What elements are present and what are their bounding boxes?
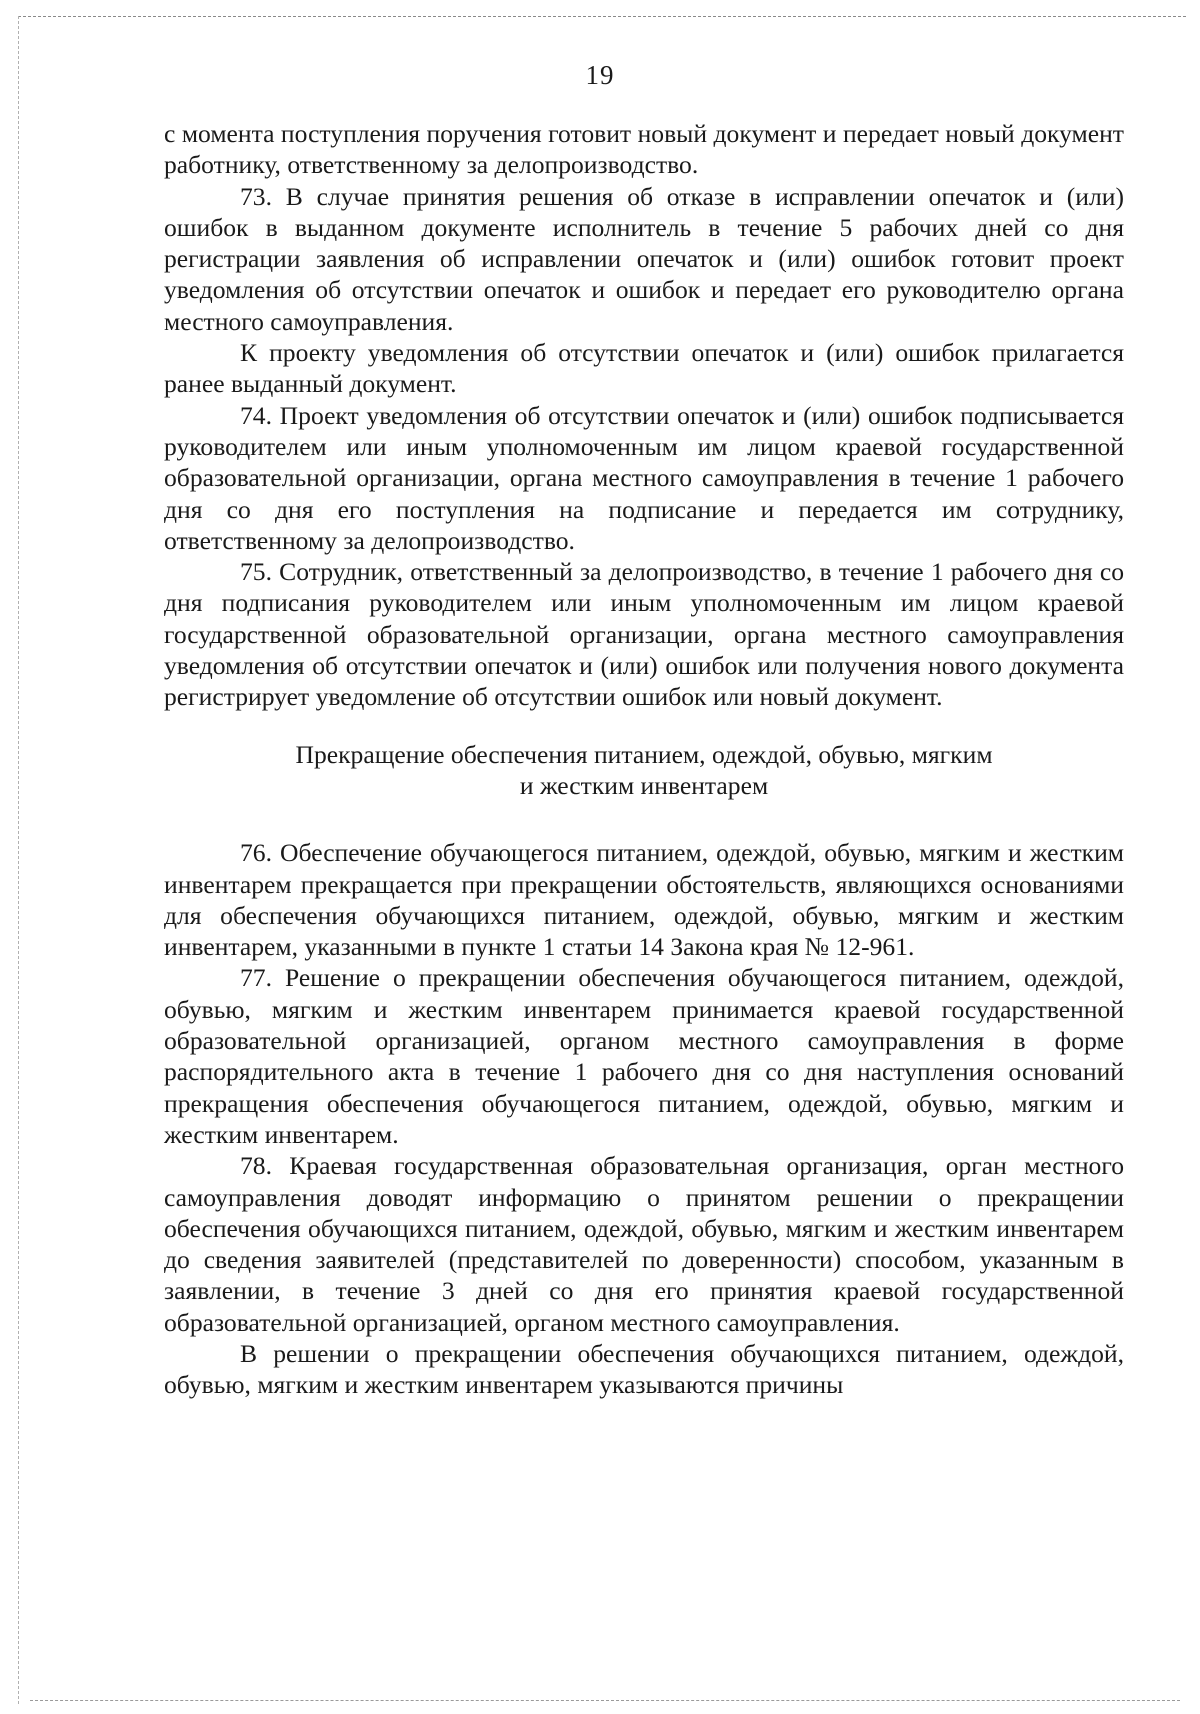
paragraph-73-attachment: К проекту уведомления об отсутствии опечаток и (или) ошибок прилагается ранее выданный документ. (164, 338, 1124, 399)
paragraph-77: 77. Решение о прекращении обеспечения обучающегося питанием, одеждой, обувью, мягким и жестким инвентарем принимается краевой государственной образовательной организацией, органом местного самоуправления в форме распорядительного акта в течение 1 рабочего дня со дня наступления оснований прекращения обеспечения обучающегося питанием, одеждой, обувью, мягким и жестким инвентарем. (164, 963, 1124, 1149)
scan-border-top (18, 16, 1186, 17)
heading-spacer (164, 825, 1124, 837)
scan-border-bottom (30, 1700, 1180, 1701)
paragraph-continuation: с момента поступления поручения готовит новый документ и передает новый документ работнику, ответственному за делопроизводство. (164, 119, 1124, 180)
paragraph-78: 78. Краевая государственная образовательная организация, орган местного самоуправления доводят информацию о принятом решении о прекращении обеспечения обучающихся питанием, одеждой, обувью, мягким и жестким инвентарем до сведения заявителей (представителей по доверенности) способом, указанным в заявлении, в течение 3 дней со дня его принятия краевой государственной образовательной организацией, органом местного самоуправления. (164, 1151, 1124, 1337)
paragraph-78-reasons: В решении о прекращении обеспечения обучающихся питанием, одеждой, обувью, мягким и жестким инвентарем указываются причины (164, 1338, 1124, 1400)
page-number: 19 (585, 60, 615, 90)
scan-border-left (18, 16, 19, 1704)
paragraph-74: 74. Проект уведомления об отсутствии опечаток и (или) ошибок подписывается руководителем или иным уполномоченным им лицом краевой государственной образовательной организации, органа местного самоуправления в течение 1 рабочего дня со дня его поступления на подписание и передается им сотруднику, ответственному за делопроизводство. (164, 400, 1124, 555)
document-body (164, 118, 1124, 1401)
section-heading-line-2: и жестким инвентарем (519, 770, 769, 800)
paragraph-75: 75. Сотрудник, ответственный за делопроизводство, в течение 1 рабочего дня со дня подписания руководителем или иным уполномоченным им лицом краевой государственной образовательной организации, органа местного самоуправления уведомления об отсутствии опечаток и (или) ошибок или получения нового документа регистрирует уведомление об отсутствии ошибок или новый документ. (164, 557, 1124, 712)
paragraph-73: 73. В случае принятия решения об отказе в исправлении опечаток и (или) ошибок в выданном документе исполнитель в течение 5 рабочих дней со дня регистрации заявления об исправлении опечаток и (или) ошибок готовит проект уведомления об отсутствии опечаток и ошибок и передает его руководителю органа местного самоуправления. (164, 181, 1124, 336)
section-heading-line-1: Прекращение обеспечения питанием, одеждой, обувью, мягким (295, 739, 993, 769)
paragraph-76: 76. Обеспечение обучающегося питанием, одеждой, обувью, мягким и жестким инвентарем прекращается при прекращении обстоятельств, являющихся основаниями для обеспечения обучающихся питанием, одеждой, обувью, мягким и жестким инвентарем, указанными в пункте 1 статьи 14 Закона края № 12-961. (164, 838, 1124, 962)
section-heading (164, 739, 1124, 802)
